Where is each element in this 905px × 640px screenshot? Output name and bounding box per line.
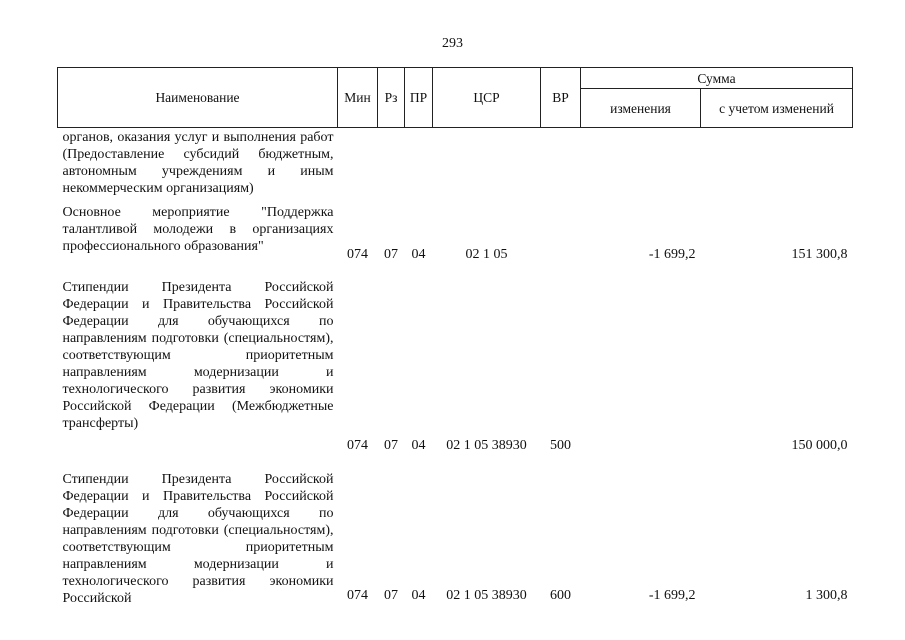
row-min: 074 — [347, 247, 368, 262]
row-name: органов, оказания услуг и выполнения работ (Предоставление субсидий бюджетным, автономным учреждениям и иным некоммерческим организациям) — [62, 130, 334, 196]
row-rz: 07 — [384, 438, 398, 453]
row-min: 074 — [347, 438, 368, 453]
row-csr: 02 1 05 38930 — [446, 438, 527, 453]
row-pr — [405, 128, 433, 198]
table-body — [58, 128, 853, 612]
header-change: изменения — [581, 89, 701, 128]
row-name: Основное мероприятие "Поддержка талантливой молодежи в организациях профессионального образования" — [62, 205, 334, 254]
row-change: -1 699,2 — [648, 247, 696, 262]
header-with-change: с учетом изменений — [701, 89, 853, 128]
row-pr: 04 — [411, 438, 426, 453]
row-total: 1 300,8 — [805, 588, 848, 603]
row-csr — [433, 128, 541, 198]
budget-table — [57, 67, 853, 611]
table-row — [58, 128, 853, 198]
row-rz: 07 — [384, 588, 398, 603]
row-csr: 02 1 05 38930 — [446, 588, 527, 603]
row-min — [338, 128, 378, 198]
row-vr: 500 — [550, 438, 571, 453]
header-sum: Сумма — [581, 68, 853, 89]
row-csr: 02 1 05 — [465, 247, 508, 262]
header-min: Мин — [338, 68, 378, 128]
row-name: Стипендии Президента Российской Федерации и Правительства Российской Федерации для обучающихся по направлениям подготовки (специальностям), соответствующим приоритетным направлениям модернизации и технологического развития экономики Российской Федерации (Межбюджетные трансферты) — [62, 280, 334, 431]
row-change: -1 699,2 — [648, 588, 696, 603]
row-total — [701, 128, 853, 198]
header-vr: ВР — [541, 68, 581, 128]
row-pr: 04 — [411, 588, 426, 603]
header-rz: Рз — [378, 68, 405, 128]
table-header — [58, 68, 853, 128]
row-name: Стипендии Президента Российской Федерации и Правительства Российской Федерации для обучающихся по направлениям подготовки (специальностям), соответствующим приоритетным направлениям модернизации и технологического развития экономики Российской — [62, 472, 334, 606]
row-total: 150 000,0 — [791, 438, 848, 453]
row-total: 151 300,8 — [791, 247, 848, 262]
row-change — [581, 128, 701, 198]
row-vr: 600 — [550, 588, 571, 603]
row-rz: 07 — [384, 247, 398, 262]
header-csr: ЦСР — [433, 68, 541, 128]
row-vr — [541, 197, 581, 272]
page-number: 293 — [442, 36, 463, 51]
header-name: Наименование — [58, 68, 338, 128]
table-row — [58, 272, 853, 463]
header-pr: ПР — [405, 68, 433, 128]
row-change — [581, 272, 701, 463]
row-vr — [541, 128, 581, 198]
row-pr: 04 — [411, 247, 426, 262]
table-row — [58, 197, 853, 272]
row-rz — [378, 128, 405, 198]
row-min: 074 — [347, 588, 368, 603]
table-row — [58, 463, 853, 611]
